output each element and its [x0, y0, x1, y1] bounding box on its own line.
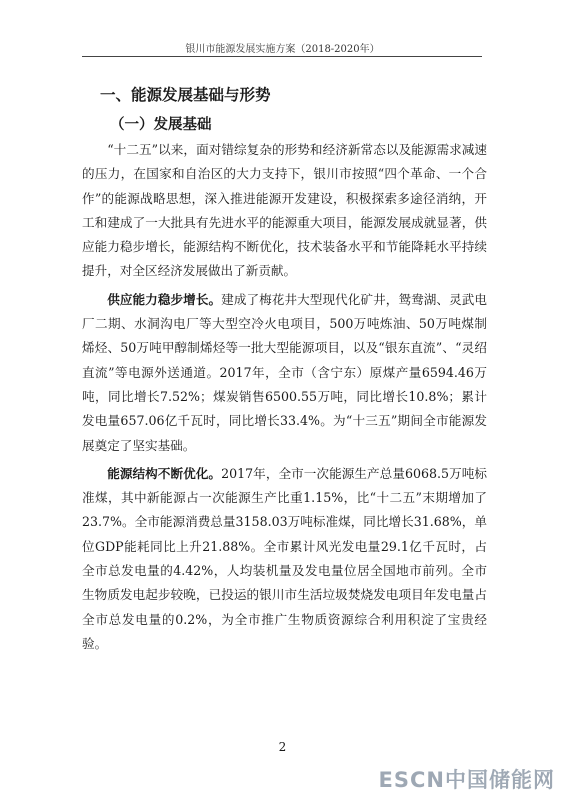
page-number: 2 [278, 740, 287, 754]
page-body [82, 72, 487, 660]
subsection-title: （一）发展基础 [110, 117, 212, 133]
section-title: 一、能源发展基础与形势 [100, 86, 271, 104]
paragraph-body: 2017年，全市一次能源生产总量6068.5万吨标准煤，其中新能源占一次能源生产比重1.15%，比“十二五”末期增加了23.7%。全市能源消费总量3158.03万吨标准煤，同比增长31.68%，单位GDP能耗同比上升21.88%。全市累计风光发电量29.1亿千瓦时，占全市总发电量的4.42%，人均装机量及发电量位居全国地市前列。全市生物质发电起步较晚，已投运的银川市生活垃圾焚烧发电项目年发电量占全市总发电量的0.2%，为全市推广生物质资源综合利用积淀了宝贵经验。 [82, 465, 488, 651]
paragraph-lead: 供应能力稳步增长。 [107, 291, 222, 307]
running-header: 银川市能源发展实施方案（2018-2020年） [185, 44, 380, 55]
paragraph-lead: 能源结构不断优化。 [107, 465, 222, 481]
paragraph-body: 建成了梅花井大型现代化矿井，鸳鸯湖、灵武电厂二期、水洞沟电厂等大型空冷火电项目，500万吨炼油、50万吨煤制烯烃、50万吨甲醇制烯烃等一批大型能源项目，以及“银东直流”、“灵绍直流”等电源外送通道。2017年，全市（含宁东）原煤产量6594.46万吨，同比增长7.52%；煤炭销售6500.55万吨，同比增长10.8%；累计发电量657.06亿千瓦时，同比增长33.4%。为“十三五”期间全市能源发展奠定了坚实基础。 [82, 291, 488, 453]
paragraph-body: “十二五”以来，面对错综复杂的形势和经济新常态以及能源需求减速的压力，在国家和自治区的大力支持下，银川市按照“四个革命、一个合作”的能源战略思想，深入推进能源开发建设，积极探索多途径消纳，开工和建成了一大批具有先进水平的能源重大项目，能源发展成就显著，供应能力稳步增长，能源结构不断优化，技术装备水平和节能降耗水平持续提升，对全区经济发展做出了新贡献。 [82, 142, 487, 279]
header-rule [82, 56, 482, 57]
paragraph-intro [82, 138, 487, 284]
escn-watermark-logo: ESCN中国储能网 [378, 768, 555, 792]
paragraph-supply-capacity [82, 288, 487, 458]
paragraph-energy-structure [82, 462, 487, 656]
